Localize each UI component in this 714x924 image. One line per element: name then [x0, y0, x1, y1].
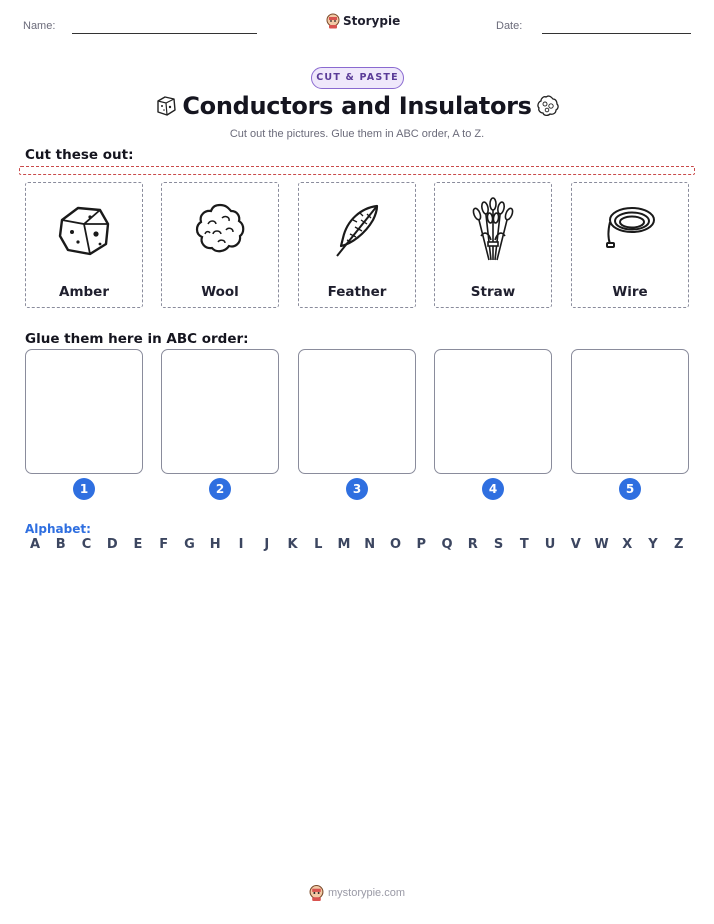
- glue-slot[interactable]: [298, 349, 416, 474]
- slot-number-badge: 5: [619, 478, 641, 500]
- alphabet-row: [25, 537, 689, 552]
- alphabet-letter: I: [238, 537, 244, 552]
- name-label: Name:: [23, 20, 56, 32]
- alphabet-letter: M: [337, 537, 351, 552]
- alphabet-letter: V: [570, 537, 581, 552]
- feather-icon: [327, 200, 387, 260]
- storypie-mascot-icon: [326, 13, 340, 29]
- alphabet-letter: Y: [648, 537, 658, 552]
- footer-url[interactable]: mystorypie.com: [327, 887, 406, 899]
- slot-number-badge: 3: [346, 478, 368, 500]
- alphabet-letter: P: [416, 537, 427, 552]
- alphabet-letter: O: [389, 537, 402, 552]
- glue-slot[interactable]: [161, 349, 279, 474]
- cut-line: [19, 166, 695, 175]
- alphabet-letter: G: [184, 537, 195, 552]
- card-label: Wool: [201, 284, 239, 300]
- storypie-mascot-icon: [309, 884, 324, 902]
- alphabet-letter: B: [55, 537, 66, 552]
- alphabet-letter: C: [81, 537, 92, 552]
- straw-icon: [463, 196, 523, 264]
- footer: [0, 884, 714, 902]
- instructions: Cut out the pictures. Glue them in ABC order, A to Z.: [229, 128, 485, 140]
- card-label: Straw: [470, 284, 516, 300]
- alphabet-letter: R: [467, 537, 478, 552]
- slot-number-badge: 4: [482, 478, 504, 500]
- alphabet-letter: S: [493, 537, 504, 552]
- cutout-card-wire[interactable]: [571, 182, 689, 308]
- alphabet-letter: Q: [441, 537, 453, 552]
- slot-number-badge: 1: [73, 478, 95, 500]
- alphabet-letter: A: [29, 537, 41, 552]
- alphabet-letter: E: [133, 537, 143, 552]
- slot-number-badge: 2: [209, 478, 231, 500]
- wool-icon: [190, 200, 250, 260]
- amber-icon: [54, 200, 114, 260]
- date-line[interactable]: [542, 33, 691, 34]
- alphabet-label: Alphabet:: [25, 522, 91, 536]
- name-line[interactable]: [72, 33, 257, 34]
- alphabet-letter: T: [519, 537, 529, 552]
- cutout-card-feather[interactable]: [298, 182, 416, 308]
- page-title: Conductors and Insulators: [182, 92, 532, 120]
- cutout-card-wool[interactable]: [161, 182, 279, 308]
- alphabet-letter: N: [364, 537, 376, 552]
- glue-heading: Glue them here in ABC order:: [25, 331, 249, 347]
- glue-slot[interactable]: [25, 349, 143, 474]
- brand-logo: [326, 13, 400, 29]
- alphabet-letter: X: [622, 537, 633, 552]
- activity-badge: CUT & PASTE: [311, 67, 404, 89]
- date-label: Date:: [496, 20, 523, 32]
- brand-name: Storypie: [343, 14, 401, 28]
- alphabet-letter: F: [159, 537, 169, 552]
- cutout-card-amber[interactable]: [25, 182, 143, 308]
- card-label: Feather: [327, 284, 387, 300]
- glue-slot[interactable]: [571, 349, 689, 474]
- wool-icon: [535, 93, 561, 119]
- alphabet-letter: L: [314, 537, 323, 552]
- card-label: Wire: [612, 284, 648, 300]
- alphabet-letter: D: [106, 537, 118, 552]
- cut-heading: Cut these out:: [25, 147, 134, 163]
- alphabet-letter: J: [264, 537, 270, 552]
- wire-icon: [600, 200, 660, 260]
- glue-slot[interactable]: [434, 349, 552, 474]
- alphabet-letter: W: [594, 537, 609, 552]
- cutout-card-straw[interactable]: [434, 182, 552, 308]
- alphabet-letter: Z: [674, 537, 684, 552]
- card-label: Amber: [59, 284, 109, 300]
- alphabet-letter: H: [209, 537, 221, 552]
- alphabet-letter: U: [544, 537, 556, 552]
- alphabet-letter: K: [287, 537, 298, 552]
